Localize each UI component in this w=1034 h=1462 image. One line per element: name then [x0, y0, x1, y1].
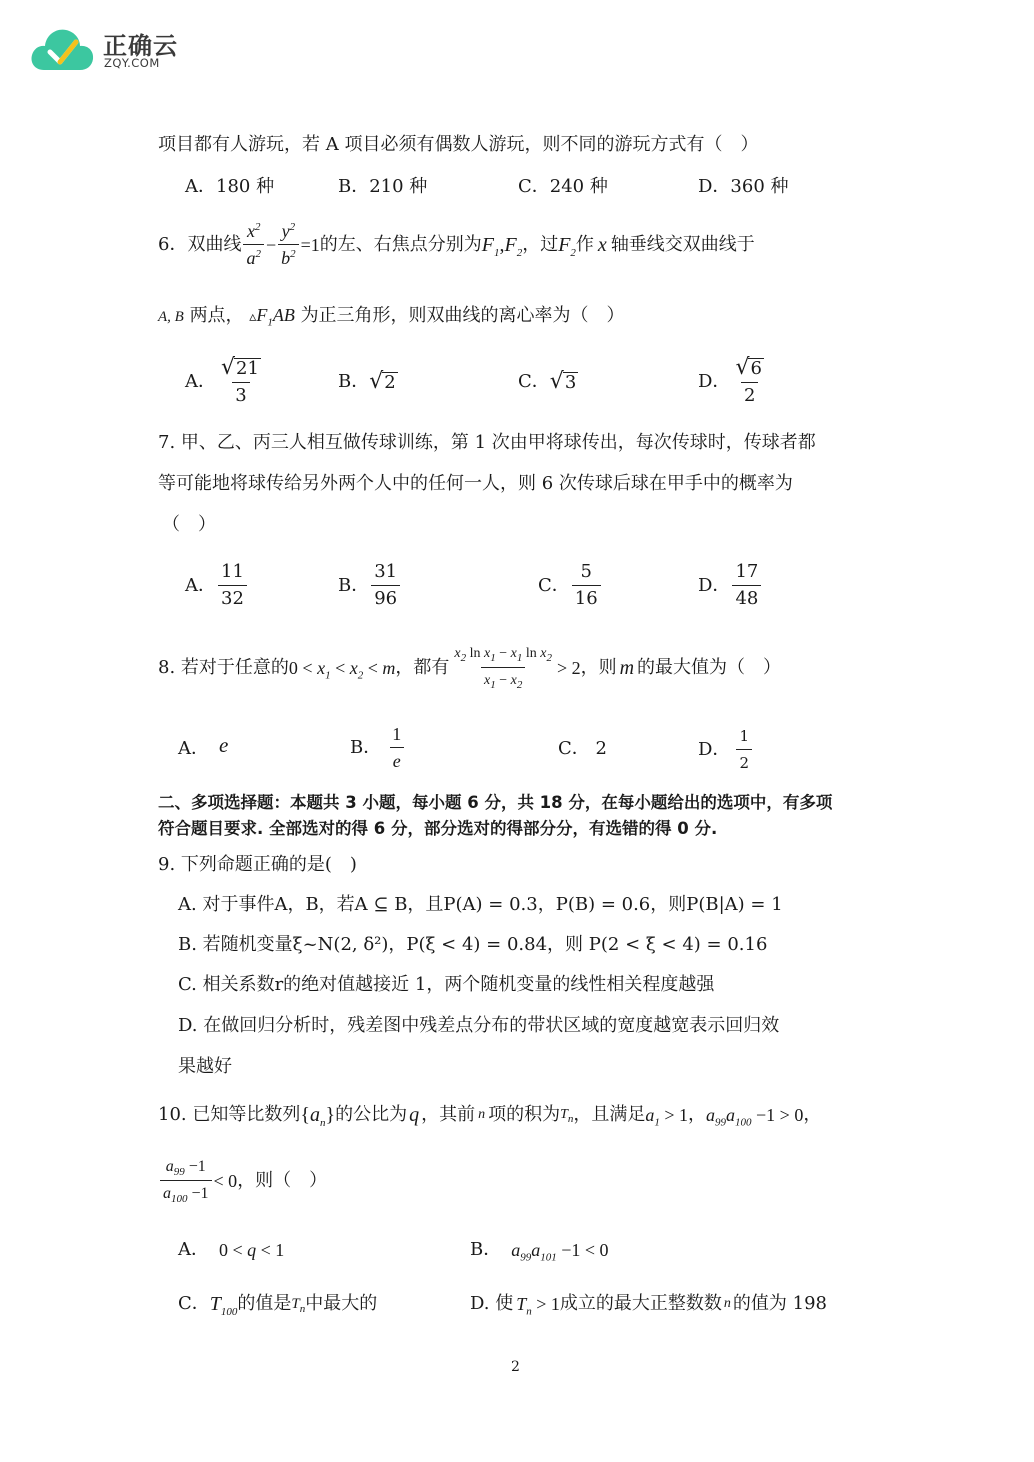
- q8-inequality-fraction: $\frac{x_2 \ln x_1 - x_1 \ln x_2}{x_1 - x_2}$: [454, 646, 552, 691]
- q7-stem-line1: 7. 甲、乙、丙三人相互做传球训练，第 1 次由甲将球传出，每次传球时，传球者都: [158, 432, 816, 453]
- q9-option-c: C. 相关系数r的绝对值越接近 1，两个随机变量的线性相关程度越强: [178, 974, 715, 995]
- q8-option-a-label: A．: [178, 738, 209, 759]
- zqy-logo: [30, 22, 190, 76]
- q7-option-d: [698, 561, 763, 610]
- q6-stem-line1: 6． 双曲线 $\frac{x^2}{a^2}$ − $\frac{y^2}{b^2}$ =1 的左、右焦点分别为 $F_1,F_2$ ，过 $F_2$ 作 x 轴垂线交双曲线于: [158, 221, 755, 268]
- q8-mid: ，都有: [395, 656, 450, 678]
- q8-option-b-label: B．: [350, 736, 382, 758]
- q8-option-d: D． $\frac{1}{2}$: [698, 725, 754, 774]
- q8-option-c: [558, 737, 607, 761]
- q10-stem-line2: $\frac{a_{99} -1}{a_{100} -1}$ < 0 ，则（ ）: [158, 1156, 327, 1205]
- q10-comma-2: ，: [803, 1104, 822, 1125]
- q7-option-d-den: 48: [732, 585, 761, 610]
- q6-text-points: 两点，: [189, 305, 244, 326]
- q10-comma-1: ，: [688, 1104, 707, 1125]
- q7-option-d-num: 17: [735, 561, 759, 582]
- logo-domain-text: ZQY.COM: [104, 56, 160, 70]
- q8-option-d-label: D．: [698, 738, 731, 760]
- q9-option-a: A. 对于事件A，B，若A ⊆ B，且P(A) = 0.3，P(B) = 0.6，则P(B|A) = 1: [178, 894, 783, 915]
- q6-option-b: B． √ 2: [338, 369, 396, 394]
- section2-header-line2: 符合题目要求. 全部选对的得 6 分，部分选对的得部分分，有选错的得 0 分.: [158, 819, 718, 838]
- q6-stem-line2: A, B 两点， $▵F_1AB$ 为正三角形，则双曲线的离心率为（ ）: [158, 305, 625, 329]
- q10-question: ，则（ ）: [237, 1169, 328, 1191]
- q6-hyperbola-y-term: $\frac{y^2}{b^2}$: [278, 220, 299, 269]
- q5-option-d: D．360 种: [698, 176, 789, 197]
- q6-option-b-label: B．: [338, 371, 370, 392]
- q7-stem-line2: 等可能地将球传给另外两个人中的任何一人，则 6 次传球后球在甲手中的概率为: [158, 473, 793, 494]
- q10-option-b: B． $a_{99}a_{101} -1 < 0$: [470, 1239, 609, 1264]
- q7-option-b: [338, 561, 402, 610]
- q7-option-d-label: D．: [698, 574, 731, 596]
- q7-option-c-num: 5: [580, 561, 592, 582]
- q7-option-c-label: C．: [538, 574, 570, 596]
- q10-condition-fraction: $\frac{a_{99} -1}{a_{100} -1}$: [160, 1156, 212, 1205]
- q7-option-c-den: 16: [572, 585, 601, 610]
- q9-option-d-line1: D. 在做回归分析时，残差图中残差点分布的带状区域的宽度越宽表示回归效: [178, 1015, 780, 1036]
- q9-option-b: B. 若随机变量ξ~N(2, δ²)，P(ξ < 4) = 0.84，则 P(2 < ξ < 4) = 0.16: [178, 934, 768, 955]
- q7-option-b-num: 31: [374, 561, 398, 582]
- q10-option-a-label: A．: [178, 1239, 209, 1260]
- q7-option-c: [538, 561, 603, 610]
- q10-option-a: A． 0 < q < 1: [178, 1239, 285, 1260]
- q5-option-c: C．240 种: [518, 176, 608, 197]
- q10-option-d-label: D. 使: [470, 1293, 514, 1314]
- q6-text-make: 作: [575, 233, 594, 255]
- q7-option-b-den: 96: [371, 585, 400, 610]
- q10-option-d-text1: 成立的最大正整数数: [559, 1293, 722, 1314]
- q8-option-a: A． e: [178, 733, 229, 759]
- q6-number: 6．: [158, 233, 188, 255]
- q6-option-a: A． √ 21 3: [185, 355, 259, 406]
- q10-option-d: D. 使 $T_n > 1$ 成立的最大正整数数 n 的值为 198: [470, 1293, 827, 1318]
- q5-option-b: B．210 种: [338, 176, 428, 197]
- q7-option-a-num: 11: [221, 561, 244, 582]
- q6-option-c: C． √ 3: [518, 369, 577, 394]
- q5-stem: 项目都有人游玩，若 A 项目必须有偶数人游玩，则不同的游玩方式有（ ）: [158, 134, 759, 155]
- q10-stem-line1: 10. 已知等比数列 $\{a_n\}$ 的公比为 q ，其前 n 项的积为 $T_n$ ，且满足 $a_1 > 1$ ， $a_{99}a_{100} -1 > 0$ ，: [158, 1104, 822, 1129]
- page-number: 2: [511, 1359, 520, 1375]
- q8-option-c-value: 2: [595, 738, 607, 759]
- q10-option-c-text1: 的值是: [237, 1293, 292, 1314]
- q6-label: 双曲线: [187, 233, 242, 255]
- q7-option-a: [185, 561, 249, 610]
- q10-option-c-label: C．: [178, 1293, 210, 1314]
- q8-option-c-label: C．: [558, 738, 590, 759]
- q9-stem: 9. 下列命题正确的是( ): [158, 854, 357, 875]
- q10-prefix: 10. 已知等比数列: [158, 1104, 301, 1125]
- q8-tail2: 的最大值为（ ）: [637, 656, 782, 678]
- q10-text-first: ，其前: [421, 1104, 476, 1125]
- q8-tail: ，则: [580, 656, 617, 678]
- q9-option-d-line2: 果越好: [178, 1056, 232, 1077]
- q6-option-d-label: D．: [698, 371, 731, 392]
- cloud-check-icon: [30, 26, 96, 74]
- section2-header-line1: 二、多项选择题：本题共 3 小题，每小题 6 分，共 18 分，在每小题给出的选项中，有多项: [158, 793, 833, 812]
- q7-option-b-label: B．: [338, 574, 370, 596]
- logo-brand-text: 正确云: [103, 32, 178, 60]
- q10-option-d-text2: 的值为 198: [732, 1293, 827, 1314]
- q6-text-through: ，过: [522, 233, 559, 255]
- q8-option-b: B． $\frac{1}{e}$: [350, 723, 406, 772]
- q7-stem-line3: （ ）: [162, 514, 216, 535]
- q6-text-question: 为正三角形，则双曲线的离心率为（ ）: [300, 305, 625, 326]
- q10-option-c-text2: 中最大的: [305, 1293, 378, 1314]
- q10-option-c: C． $T_{100}$ 的值是 $T_n$ 中最大的: [178, 1293, 378, 1318]
- q6-option-d: D． √ 6 2: [698, 355, 762, 406]
- q8-prefix: 8. 若对于任意的: [158, 656, 289, 678]
- q10-text-product: 项的积为: [488, 1104, 561, 1125]
- q6-option-a-label: A．: [185, 371, 216, 392]
- q8-stem: 8. 若对于任意的 $0 < x_1 < x_2 < m$ ，都有 $\frac{x_2 \ln x_1 - x_1 \ln x_2}{x_1 - x_2}$ > 2 ，则 m 的最大值为（ ）: [158, 643, 781, 692]
- q6-text-tail: 轴垂线交双曲线于: [610, 233, 755, 255]
- q7-option-a-den: 32: [218, 585, 247, 610]
- q10-option-b-label: B．: [470, 1239, 502, 1260]
- q10-text-satisfy: ，且满足: [573, 1104, 646, 1125]
- q6-hyperbola-x-term: $\frac{x^2}{a^2}$: [243, 220, 264, 269]
- q6-text-foci: 的左、右焦点分别为: [319, 233, 482, 255]
- q7-option-a-label: A．: [185, 574, 216, 596]
- q10-text-ratio: 的公比为: [335, 1104, 408, 1125]
- q5-option-a: A．180 种: [185, 176, 275, 197]
- q6-option-c-label: C．: [518, 371, 550, 392]
